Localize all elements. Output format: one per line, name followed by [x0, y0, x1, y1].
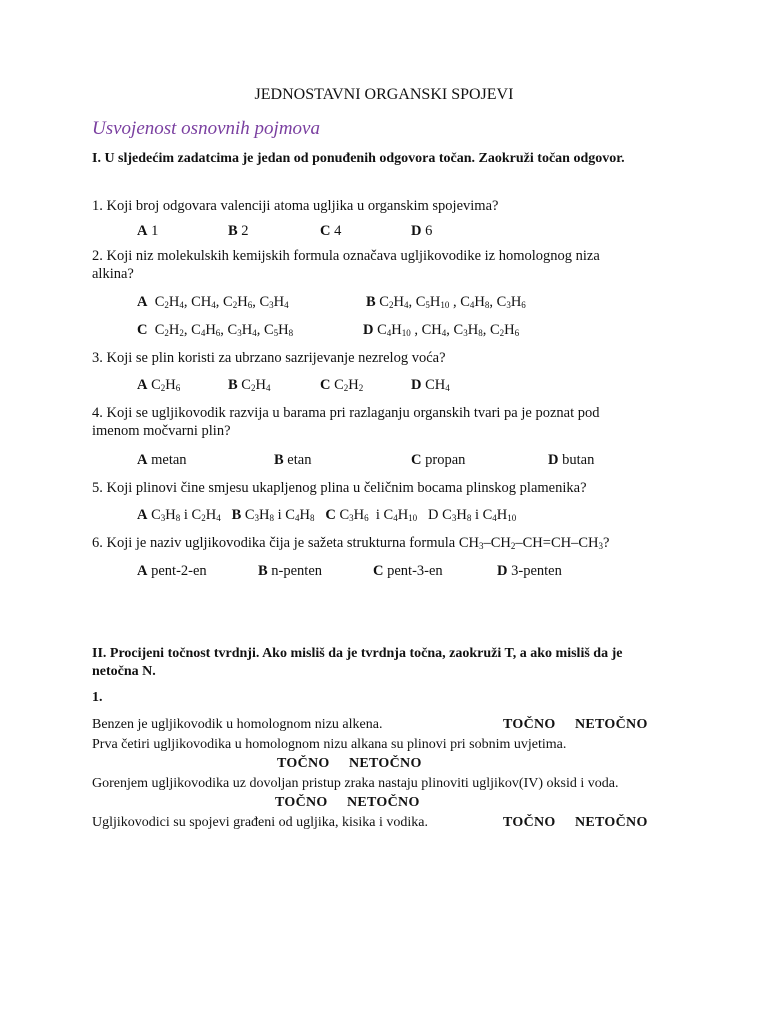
- statement-1-true[interactable]: TOČNO: [503, 717, 556, 732]
- q4-option-b[interactable]: B etan: [274, 452, 312, 468]
- q3-option-a[interactable]: A $C_2H_6$: [137, 377, 181, 393]
- q6-option-d[interactable]: D 3-penten: [497, 563, 562, 579]
- question-3: 3. Koji se plin koristi za ubrzano sazrijevanje nezrelog voća?: [92, 350, 446, 366]
- q3-option-b[interactable]: B $C_2H_4$: [228, 377, 271, 393]
- question-4-line2: imenom močvarni plin?: [92, 423, 231, 439]
- q4-option-c[interactable]: C propan: [411, 452, 466, 468]
- statement-3: Gorenjem ugljikovodika uz dovoljan pristup zraka nastaju plinoviti ugljikov(IV) oksid i voda.: [92, 776, 619, 791]
- q2-option-a[interactable]: A $C_2H_4$, $CH_4$, $C_2H_6$, $C_3H_4$: [137, 294, 289, 310]
- statement-4: Ugljikovodici su spojevi građeni od ugljika, kisika i vodika.: [92, 815, 428, 830]
- q1-option-a[interactable]: A 1: [137, 223, 159, 239]
- statement-2: Prva četiri ugljikovodika u homolognom nizu alkana su plinovi pri sobnim uvjetima.: [92, 737, 567, 752]
- statement-1-false[interactable]: NETOČNO: [575, 717, 648, 732]
- page-subtitle: Usvojenost osnovnih pojmova: [92, 118, 320, 139]
- section2-instruction-line2: netočna N.: [92, 664, 156, 679]
- statement-4-false[interactable]: NETOČNO: [575, 815, 648, 830]
- q6-option-a[interactable]: A pent-2-en: [137, 563, 207, 579]
- q6-option-b[interactable]: B n-penten: [258, 563, 323, 579]
- q6-option-c[interactable]: C pent-3-en: [373, 563, 443, 579]
- q2-option-c[interactable]: C $C_2H_2$, $C_4H_6$, $C_3H_4$, $C_5H_8$: [137, 322, 294, 338]
- statement-3-true[interactable]: TOČNO: [275, 795, 328, 810]
- q5-options[interactable]: A $C_3H_8$ i $C_2H_4$ B $C_3H_8$ i $C_4H_8$ C $C_3H_6$ i $C_4H_{10}$ D $C_3H_8$ i $C_4H_{10}$: [137, 507, 517, 523]
- question-1: 1. Koji broj odgovara valenciji atoma ugljika u organskim spojevima?: [92, 198, 499, 214]
- question-2-line2: alkina?: [92, 266, 134, 282]
- question-2-line1: 2. Koji niz molekulskih kemijskih formula označava ugljikovodike iz homolognog niza: [92, 248, 600, 264]
- q4-option-d[interactable]: D butan: [548, 452, 595, 468]
- q1-option-d[interactable]: D 6: [411, 223, 433, 239]
- q3-option-c[interactable]: C $C_2H_2$: [320, 377, 364, 393]
- statement-1: Benzen je ugljikovodik u homolognom nizu alkena.: [92, 717, 383, 732]
- q2-option-d[interactable]: D $C_4H_{10}$ , $CH_4$, $C_3H_8$, $C_2H_6$: [363, 322, 520, 338]
- section2-instruction-line1: II. Procijeni točnost tvrdnji. Ako misliš da je tvrdnja točna, zaokruži T, a ako misliš da je: [92, 646, 623, 661]
- question-4-line1: 4. Koji se ugljikovodik razvija u barama pri razlaganju organskih tvari pa je poznat pod: [92, 405, 600, 421]
- statement-2-true[interactable]: TOČNO: [277, 756, 330, 771]
- statement-3-false[interactable]: NETOČNO: [347, 795, 420, 810]
- q1-option-b[interactable]: B 2: [228, 223, 249, 239]
- q1-option-c[interactable]: C 4: [320, 223, 342, 239]
- question-5: 5. Koji plinovi čine smjesu ukapljenog plina u čeličnim bocama plinskog plamenika?: [92, 480, 587, 496]
- statement-2-false[interactable]: NETOČNO: [349, 756, 422, 771]
- q3-option-d[interactable]: D $CH_4$: [411, 377, 450, 393]
- statement-4-true[interactable]: TOČNO: [503, 815, 556, 830]
- page-title: JEDNOSTAVNI ORGANSKI SPOJEVI: [254, 86, 514, 103]
- section1-instruction: I. U sljedećim zadatcima je jedan od ponuđenih odgovora točan. Zaokruži točan odgovor.: [92, 151, 625, 166]
- q4-option-a[interactable]: A metan: [137, 452, 187, 468]
- q2-option-b[interactable]: B $C_2H_4$, $C_5H_{10}$ , $C_4H_8$, $C_3H_6$: [366, 294, 526, 310]
- section2-number: 1.: [92, 690, 103, 705]
- question-6: 6. Koji je naziv ugljikovodika čija je sažeta strukturna formula $CH_3-CH_2-CH=CH-CH_3$?: [92, 535, 610, 551]
